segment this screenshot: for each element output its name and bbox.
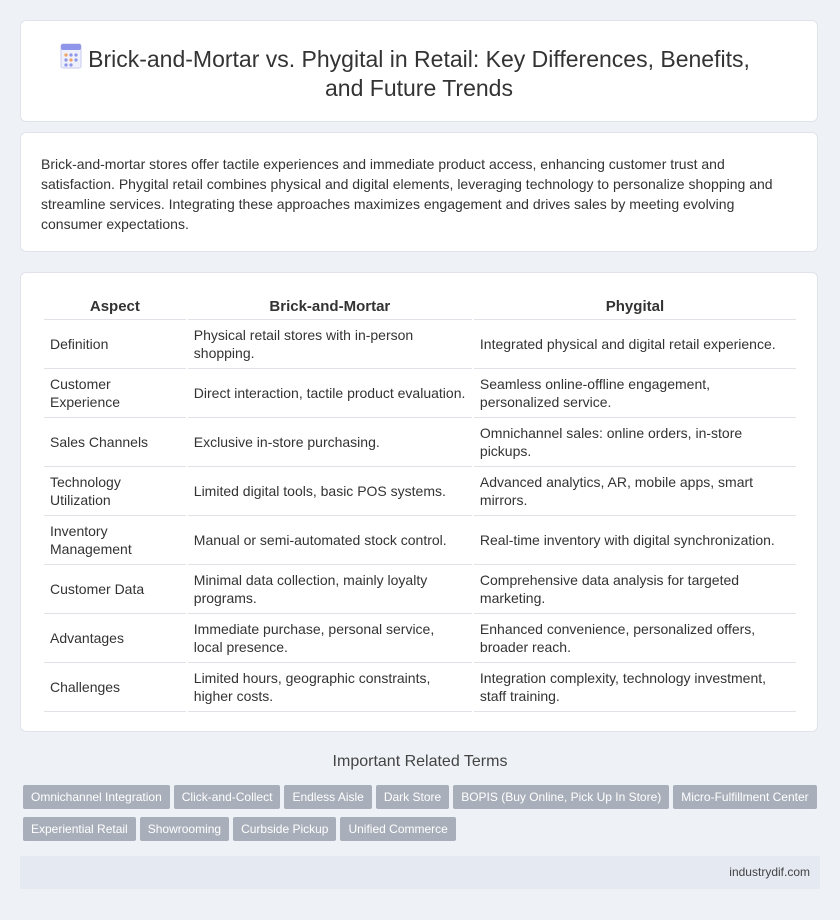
aspect-cell: Customer Data [44, 565, 186, 614]
brick-cell: Exclusive in-store purchasing. [188, 418, 472, 467]
table-row [44, 663, 796, 712]
phygital-cell: Integrated physical and digital retail experience. [474, 320, 796, 369]
brick-cell: Limited digital tools, basic POS systems. [188, 467, 472, 516]
brick-cell: Immediate purchase, personal service, local presence. [188, 614, 472, 663]
intro-paragraph: Brick-and-mortar stores offer tactile experiences and immediate product access, enhancing customer trust and satisfaction. Phygital retail combines physical and digital elements, leveraging technology to personalize shopping and streamline services. Integrating these approaches maximizes engagement and drives sales by meeting evolving consumer expectations. [41, 156, 773, 232]
table-header-row [44, 295, 796, 320]
brick-cell: Manual or semi-automated stock control. [188, 516, 472, 565]
aspect-cell: Challenges [44, 663, 186, 712]
header-brick-and-mortar: Brick-and-Mortar [188, 295, 472, 320]
header-aspect: Aspect [44, 295, 186, 320]
related-term-tag[interactable]: Dark Store [376, 785, 449, 809]
table-row [44, 369, 796, 418]
table-row [44, 565, 796, 614]
related-term-tag[interactable]: Showrooming [140, 817, 229, 841]
footer-bar [20, 856, 820, 889]
related-term-tag[interactable]: Omnichannel Integration [23, 785, 170, 809]
page-title [21, 45, 817, 103]
table-row [44, 614, 796, 663]
aspect-cell: Technology Utilization [44, 467, 186, 516]
title-card [20, 20, 818, 122]
table-row [44, 467, 796, 516]
brick-cell: Limited hours, geographic constraints, higher costs. [188, 663, 472, 712]
related-terms-title: Important Related Terms [332, 753, 508, 770]
related-term-tag[interactable]: Endless Aisle [284, 785, 371, 809]
related-term-tag[interactable]: Unified Commerce [340, 817, 455, 841]
related-term-tag[interactable]: Curbside Pickup [233, 817, 336, 841]
comparison-table [42, 295, 798, 712]
page-title-line1: Brick-and-Mortar vs. Phygital in Retail: Key Differences, Benefits, [88, 46, 750, 72]
phygital-cell: Enhanced convenience, personalized offers, broader reach. [474, 614, 796, 663]
brick-cell: Physical retail stores with in-person shopping. [188, 320, 472, 369]
aspect-cell: Definition [44, 320, 186, 369]
table-row [44, 516, 796, 565]
brick-cell: Minimal data collection, mainly loyalty programs. [188, 565, 472, 614]
related-term-tag[interactable]: Click-and-Collect [174, 785, 281, 809]
aspect-cell: Inventory Management [44, 516, 186, 565]
brick-cell: Direct interaction, tactile product evaluation. [188, 369, 472, 418]
footer-site-link[interactable]: industrydif.com [729, 865, 810, 879]
header-phygital: Phygital [474, 295, 796, 320]
related-term-tag[interactable]: BOPIS (Buy Online, Pick Up In Store) [453, 785, 669, 809]
aspect-cell: Advantages [44, 614, 186, 663]
phygital-cell: Advanced analytics, AR, mobile apps, smart mirrors. [474, 467, 796, 516]
aspect-cell: Sales Channels [44, 418, 186, 467]
related-term-tag[interactable]: Micro-Fulfillment Center [673, 785, 816, 809]
phygital-cell: Integration complexity, technology investment, staff training. [474, 663, 796, 712]
table-row [44, 418, 796, 467]
phygital-cell: Omnichannel sales: online orders, in-store pickups. [474, 418, 796, 467]
comparison-card [20, 272, 818, 732]
related-term-tag[interactable]: Experiential Retail [23, 817, 136, 841]
phygital-cell: Seamless online-offline engagement, personalized service. [474, 369, 796, 418]
table-row [44, 320, 796, 369]
phygital-cell: Real-time inventory with digital synchronization. [474, 516, 796, 565]
related-terms-list [23, 785, 823, 849]
page-title-line2: and Future Trends [325, 75, 513, 101]
intro-card [20, 132, 818, 252]
phygital-cell: Comprehensive data analysis for targeted marketing. [474, 565, 796, 614]
aspect-cell: Customer Experience [44, 369, 186, 418]
